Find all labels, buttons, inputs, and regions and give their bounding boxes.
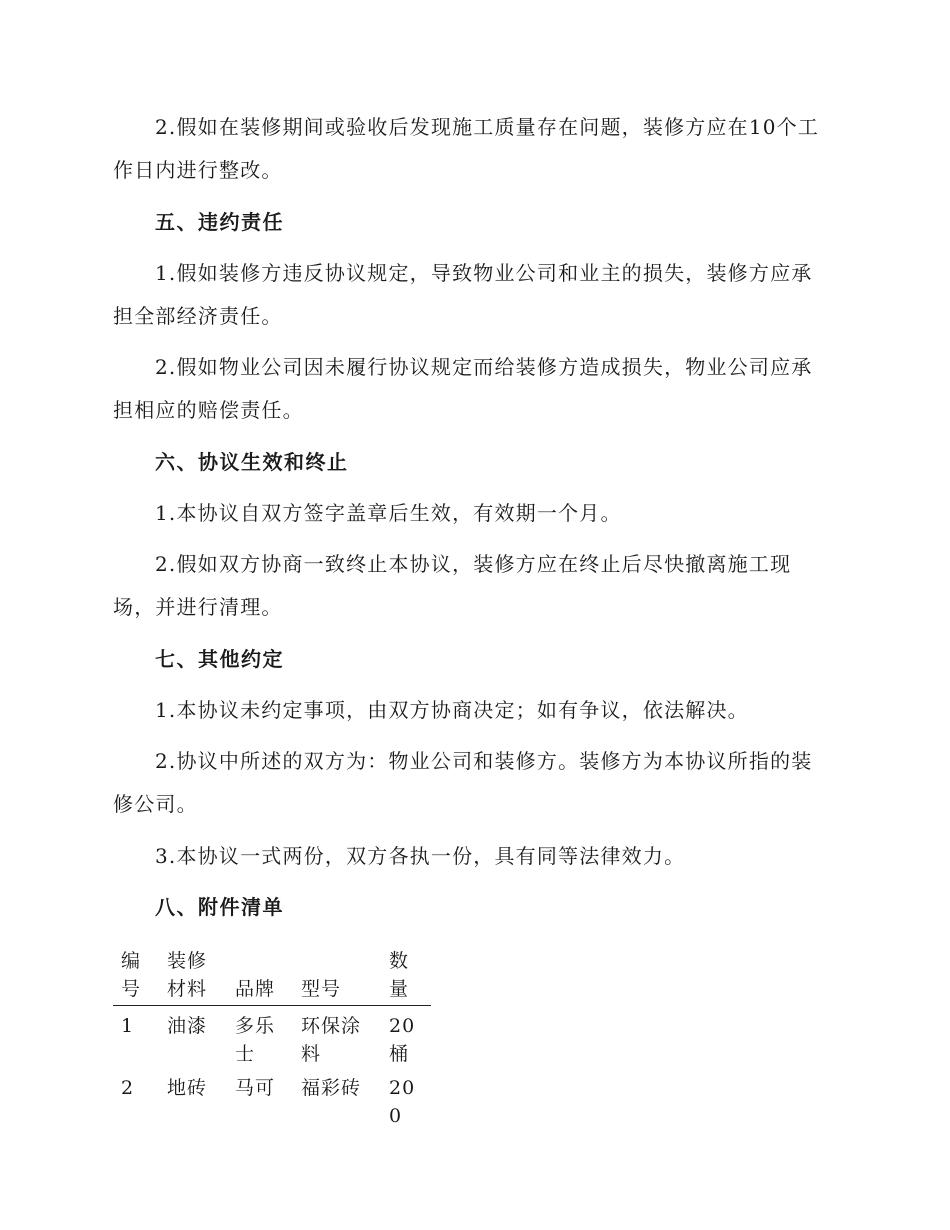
paragraph-line: 担全部经济责任。	[113, 304, 283, 328]
table-header-row	[113, 947, 431, 1006]
table-cell: 2	[121, 1077, 135, 1099]
paragraph-line: 3.本协议一式两份，双方各执一份，具有同等法律效力。	[155, 844, 686, 868]
paragraph-line: 1.假如装修方违反协议规定，导致物业公司和业主的损失，装修方应承	[155, 261, 813, 285]
table-row	[113, 1006, 431, 1069]
table-cell: 福彩砖	[301, 1077, 362, 1099]
table-cell: 环保涂料	[301, 1015, 362, 1065]
section-heading: 五、违约责任	[155, 210, 284, 234]
paragraph-line: 担相应的赔偿责任。	[113, 398, 304, 422]
table-cell: 多乐士	[235, 1015, 276, 1065]
paragraph-line: 1.本协议自双方签字盖章后生效，有效期一个月。	[155, 501, 622, 525]
section-heading: 八、附件清单	[155, 895, 284, 919]
paragraph-line: 1.本协议未约定事项，由双方协商决定；如有争议，依法解决。	[155, 698, 749, 722]
table-cell: 油漆	[167, 1015, 208, 1037]
column-header: 品牌	[227, 947, 293, 1006]
table-cell: 20桶	[389, 1015, 416, 1065]
paragraph-line: 2.假如在装修期间或验收后发现施工质量存在问题，装修方应在10个工	[155, 115, 820, 139]
paragraph-line: 2.协议中所述的双方为：物业公司和装修方。装修方为本协议所指的装	[155, 749, 813, 773]
attachment-table	[113, 947, 431, 1130]
table-cell: 地砖	[167, 1077, 208, 1099]
paragraph-line: 作日内进行整改。	[113, 158, 283, 182]
paragraph-line: 2.假如双方协商一致终止本协议，装修方应在终止后尽快撤离施工现	[155, 552, 792, 576]
paragraph-line: 2.假如物业公司因未履行协议规定而给装修方造成损失，物业公司应承	[155, 355, 813, 379]
section-heading: 七、其他约定	[155, 647, 284, 671]
column-header: 数量	[381, 947, 431, 1006]
column-header: 型号	[293, 947, 381, 1006]
table-cell: 200	[389, 1077, 416, 1127]
table-row	[113, 1068, 431, 1130]
table-cell: 马可	[235, 1077, 276, 1099]
column-header: 装修材料	[159, 947, 227, 1006]
paragraph-line: 修公司。	[113, 792, 198, 816]
section-heading: 六、协议生效和终止	[155, 450, 349, 474]
column-header: 编号	[113, 947, 159, 1006]
table-cell: 1	[121, 1015, 135, 1037]
paragraph-line: 场，并进行清理。	[113, 595, 283, 619]
